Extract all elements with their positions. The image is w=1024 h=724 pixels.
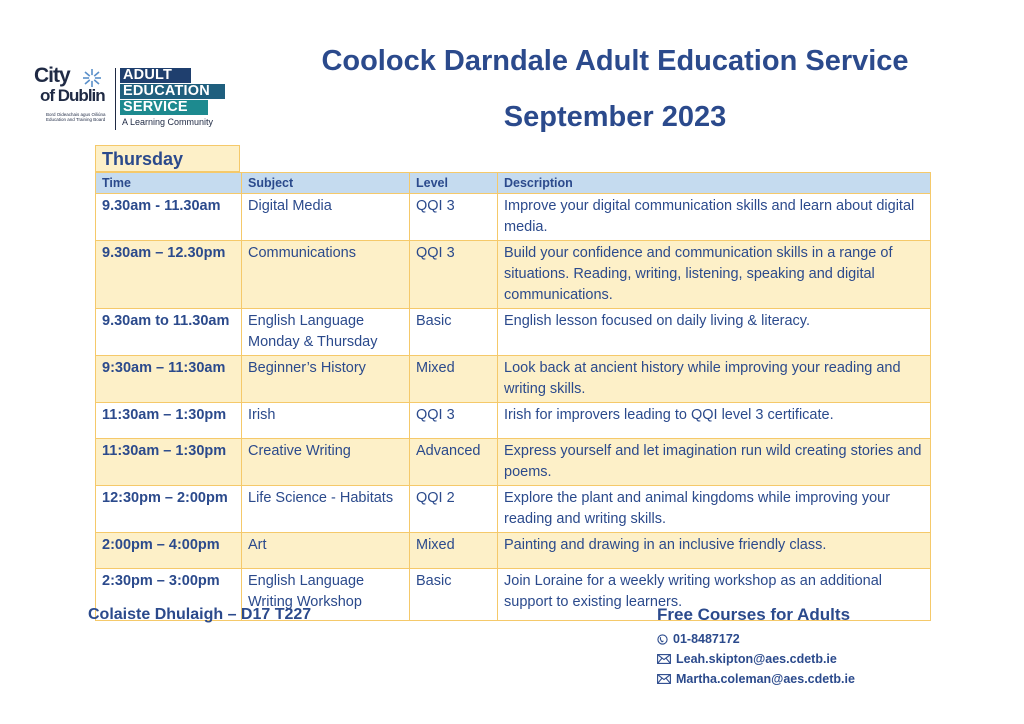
envelope-icon	[657, 674, 671, 684]
table-row	[96, 533, 931, 569]
cell-level: QQI 3	[410, 403, 498, 439]
table-row	[96, 439, 931, 486]
table-row	[96, 309, 931, 356]
cell-time: 9.30am to 11.30am	[96, 309, 242, 356]
cell-time: 9.30am – 12.30pm	[96, 241, 242, 309]
cell-time: 2:00pm – 4:00pm	[96, 533, 242, 569]
table-row	[96, 194, 931, 241]
table-row	[96, 486, 931, 533]
cell-time: 9.30am - 11.30am	[96, 194, 242, 241]
column-header-description: Description	[498, 173, 931, 194]
cell-level: Basic	[410, 309, 498, 356]
logo-of-dublin-text: of Dublin	[40, 86, 105, 105]
email-line	[657, 649, 855, 669]
cell-description: Painting and drawing in an inclusive friendly class.	[498, 533, 931, 569]
cell-subject: Art	[242, 533, 410, 569]
day-label: Thursday	[95, 145, 240, 172]
phone-icon	[657, 634, 668, 645]
table-row	[96, 356, 931, 403]
cell-level: Advanced	[410, 439, 498, 486]
cell-level: QQI 3	[410, 241, 498, 309]
contact-title: Free Courses for Adults	[657, 605, 851, 624]
envelope-icon	[657, 654, 671, 664]
phone-number[interactable]: 01-8487172	[673, 632, 740, 646]
column-header-time: Time	[96, 173, 242, 194]
cell-description: Build your confidence and communication skills in a range of situations. Reading, writing, listening, speaking and digital communications.	[498, 241, 931, 309]
cell-level: Basic	[410, 569, 498, 621]
sunburst-icon	[82, 68, 102, 88]
email-line	[657, 669, 855, 689]
location-text: Colaiste Dhulaigh – D17 T227	[88, 606, 312, 623]
cell-subject: Creative Writing	[242, 439, 410, 486]
logo-city-text: City	[34, 64, 70, 87]
email-link-1[interactable]: Leah.skipton@aes.cdetb.ie	[676, 652, 837, 666]
email-link-2[interactable]: Martha.coleman@aes.cdetb.ie	[676, 672, 855, 686]
cell-subject: Communications	[242, 241, 410, 309]
table-row	[96, 241, 931, 309]
cell-subject: Digital Media	[242, 194, 410, 241]
cell-description: Look back at ancient history while improving your reading and writing skills.	[498, 356, 931, 403]
cell-description: Explore the plant and animal kingdoms while improving your reading and writing skills.	[498, 486, 931, 533]
column-header-level: Level	[410, 173, 498, 194]
cell-subject: English Language Monday & Thursday	[242, 309, 410, 356]
cell-level: QQI 3	[410, 194, 498, 241]
cell-time: 2:30pm – 3:00pm	[96, 569, 242, 621]
logo-divider	[115, 68, 116, 130]
cell-subject: Life Science - Habitats	[242, 486, 410, 533]
schedule-table	[95, 172, 931, 621]
cell-description: Irish for improvers leading to QQI level 3 certificate.	[498, 403, 931, 439]
column-header-subject: Subject	[242, 173, 410, 194]
logo-tagline: A Learning Community	[122, 117, 214, 127]
cell-subject: Irish	[242, 403, 410, 439]
logo-board-text: Bord Oideachais agus Oiliúna Education and Training Board	[46, 112, 106, 122]
cell-description: Express yourself and let imagination run wild creating stories and poems.	[498, 439, 931, 486]
city-of-dublin-logo	[34, 64, 108, 122]
logo	[34, 66, 234, 134]
cell-level: QQI 2	[410, 486, 498, 533]
cell-time: 11:30am – 1:30pm	[96, 403, 242, 439]
table-row	[96, 403, 931, 439]
phone-line	[657, 629, 855, 649]
cell-level: Mixed	[410, 356, 498, 403]
cell-time: 11:30am – 1:30pm	[96, 439, 242, 486]
logo-education-text: EDUCATION	[120, 84, 225, 99]
cell-level: Mixed	[410, 533, 498, 569]
cell-time: 9:30am – 11:30am	[96, 356, 242, 403]
cell-time: 12:30pm – 2:00pm	[96, 486, 242, 533]
logo-adult-text: ADULT	[120, 68, 191, 83]
contact-block	[657, 605, 855, 689]
page-subtitle: September 2023	[503, 101, 727, 133]
page-title: Coolock Darndale Adult Education Service	[321, 45, 909, 77]
logo-service-text: SERVICE	[120, 100, 208, 115]
adult-education-service-logo	[120, 68, 225, 127]
cell-description: English lesson focused on daily living & literacy.	[498, 309, 931, 356]
cell-subject: English Language Writing Workshop	[242, 569, 410, 621]
cell-description: Join Loraine for a weekly writing workshop as an additional support to existing learners.	[498, 569, 931, 621]
cell-description: Improve your digital communication skills and learn about digital media.	[498, 194, 931, 241]
table-header-row	[96, 173, 931, 194]
cell-subject: Beginner’s History	[242, 356, 410, 403]
